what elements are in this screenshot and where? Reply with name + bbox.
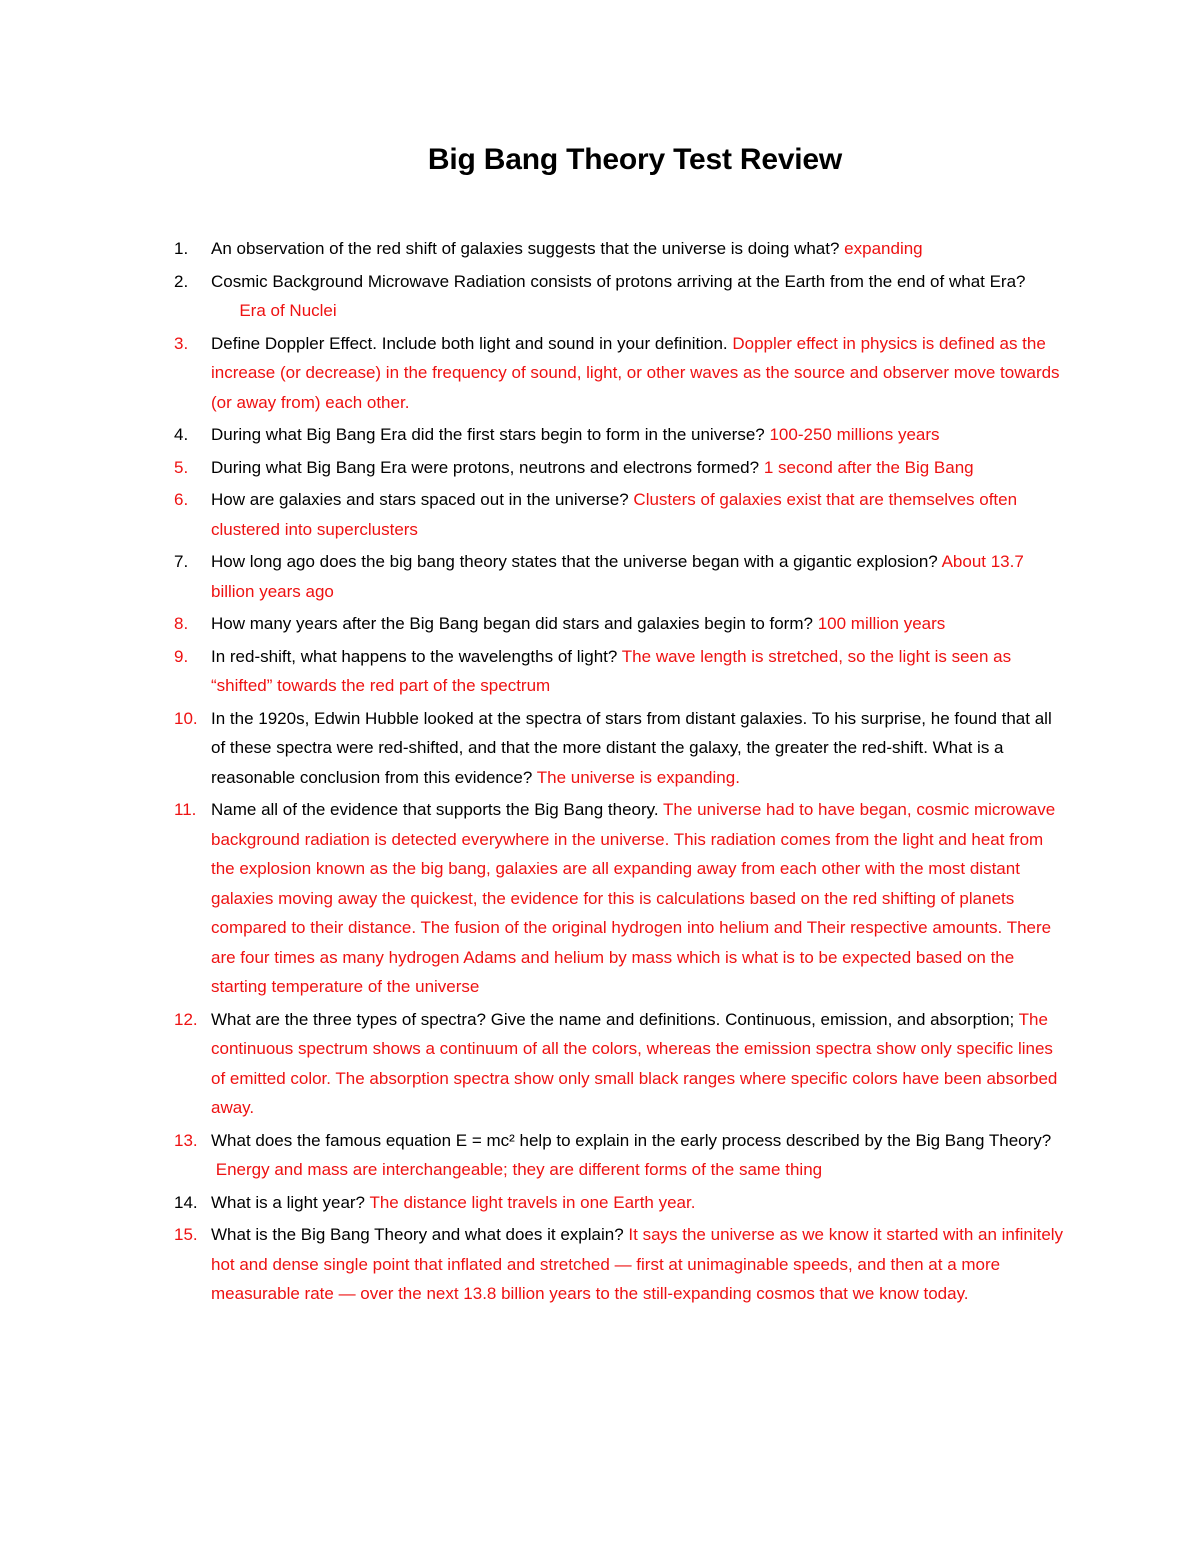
question-number: 12.: [174, 1009, 198, 1029]
question-number: 6.: [174, 490, 189, 509]
answer-text: The distance light travels in one Earth year.: [369, 1192, 696, 1212]
question-item: [0, 1186, 1200, 1218]
question-number: 3.: [174, 333, 189, 353]
question-number: 2.: [174, 271, 189, 291]
question-text: How many years after the Big Bang began did stars and galaxies begin to form?: [211, 614, 813, 633]
question-item: [0, 640, 1200, 701]
question-text: During what Big Bang Era were protons, neutrons and electrons formed?: [211, 457, 760, 477]
question-number: 1.: [174, 239, 189, 258]
question-number: 13.: [174, 1130, 198, 1150]
question-number: 9.: [174, 646, 189, 666]
question-item: [0, 793, 1200, 1002]
question-number: 14.: [174, 1192, 198, 1212]
answer-text: Energy and mass are interchangeable; they are different forms of the same thing: [215, 1160, 823, 1179]
question-answer-gap: [211, 301, 239, 320]
question-text: What are the three types of spectra? Give the name and definitions. Continuous, emission, and absorption;: [211, 1009, 1015, 1029]
answer-text: The universe had to have began, cosmic microwave background radiation is detected everywhere in the universe. This radiation comes from the light and heat from the explosion known as the big bang, galaxies are all expanding away from each other with the most distant galaxies moving away the quickest, the evidence for this is calculations based on the red shifting of planets compared to their distance. The fusion of the original hydrogen into helium and Their respective amounts. There are four times as many hydrogen Adams and helium by mass which is what is to be expected based on the starting temperature of the universe: [211, 800, 1056, 996]
answer-text: 100 million years: [817, 614, 946, 633]
question-item: [0, 265, 1200, 326]
question-text: What is the Big Bang Theory and what does it explain?: [211, 1225, 624, 1244]
question-number: 4.: [174, 425, 189, 444]
question-text: An observation of the red shift of galaxies suggests that the universe is doing what?: [211, 239, 840, 258]
question-text: During what Big Bang Era did the first stars begin to form in the universe?: [211, 425, 765, 444]
question-number: 5.: [174, 457, 189, 477]
question-item: [0, 451, 1200, 483]
answer-text: About 13.7 billion years ago: [211, 552, 1024, 601]
answer-text: It says the universe as we know it started with an infinitely hot and dense single point that inflated and stretched — first at unimaginable speeds, and then at a more measurable rate — over the next 13.8 billion years to the still-expanding cosmos that we know today.: [211, 1225, 1064, 1303]
question-text: Name all of the evidence that supports the Big Bang theory.: [211, 800, 659, 819]
question-item: [0, 232, 1200, 264]
question-item: [0, 607, 1200, 639]
question-item: [0, 418, 1200, 450]
question-text: Define Doppler Effect. Include both light and sound in your definition.: [211, 333, 728, 353]
question-item: [0, 1003, 1200, 1123]
question-item: [0, 1124, 1200, 1185]
question-text: Cosmic Background Microwave Radiation consists of protons arriving at the Earth from the end of what Era?: [211, 271, 1026, 291]
question-number: 15.: [174, 1225, 198, 1244]
question-item: [0, 483, 1200, 544]
answer-text: The wave length is stretched, so the light is seen as “shifted” towards the red part of the spectrum: [211, 646, 1012, 695]
question-item: [0, 1218, 1200, 1309]
question-number: 10.: [174, 708, 198, 728]
question-list: [0, 232, 1200, 1310]
answer-text: 1 second after the Big Bang: [763, 457, 974, 477]
page-title: Big Bang Theory Test Review: [427, 143, 843, 176]
answer-text: Doppler effect in physics is defined as the increase (or decrease) in the frequency of sound, light, or other waves as the source and observer move towards (or away from) each other.: [211, 333, 1060, 412]
question-number: 7.: [174, 552, 189, 571]
answer-text: The continuous spectrum shows a continuum of all the colors, whereas the emission spectra show only specific lines of emitted color. The absorption spectra show only small black ranges where specific colors have been absorbed away.: [211, 1009, 1058, 1117]
answer-text: The universe is expanding.: [536, 767, 740, 787]
question-number: 11.: [174, 800, 197, 819]
question-text: How long ago does the big bang theory states that the universe began with a gigantic explosion?: [211, 552, 938, 571]
answer-text: expanding: [844, 239, 923, 258]
question-item: [0, 702, 1200, 793]
question-item: [0, 545, 1200, 606]
question-text: In the 1920s, Edwin Hubble looked at the spectra of stars from distant galaxies. To his surprise, he found that all of these spectra were red-shifted, and that the more distant the galaxy, the greater the red-shift. What is a reasonable conclusion from this evidence?: [211, 708, 1052, 787]
question-text: What does the famous equation E = mc² help to explain in the early process described by the Big Bang Theory?: [211, 1130, 1052, 1150]
answer-text: Era of Nuclei: [239, 301, 337, 320]
question-text: In red-shift, what happens to the wavelengths of light?: [211, 646, 618, 666]
question-number: 8.: [174, 614, 189, 633]
question-text: What is a light year?: [211, 1192, 366, 1212]
question-text: How are galaxies and stars spaced out in the universe?: [211, 490, 629, 509]
answer-text: 100-250 millions years: [769, 425, 940, 444]
question-item: [0, 327, 1200, 418]
answer-text: Clusters of galaxies exist that are themselves often clustered into superclusters: [211, 490, 1018, 539]
